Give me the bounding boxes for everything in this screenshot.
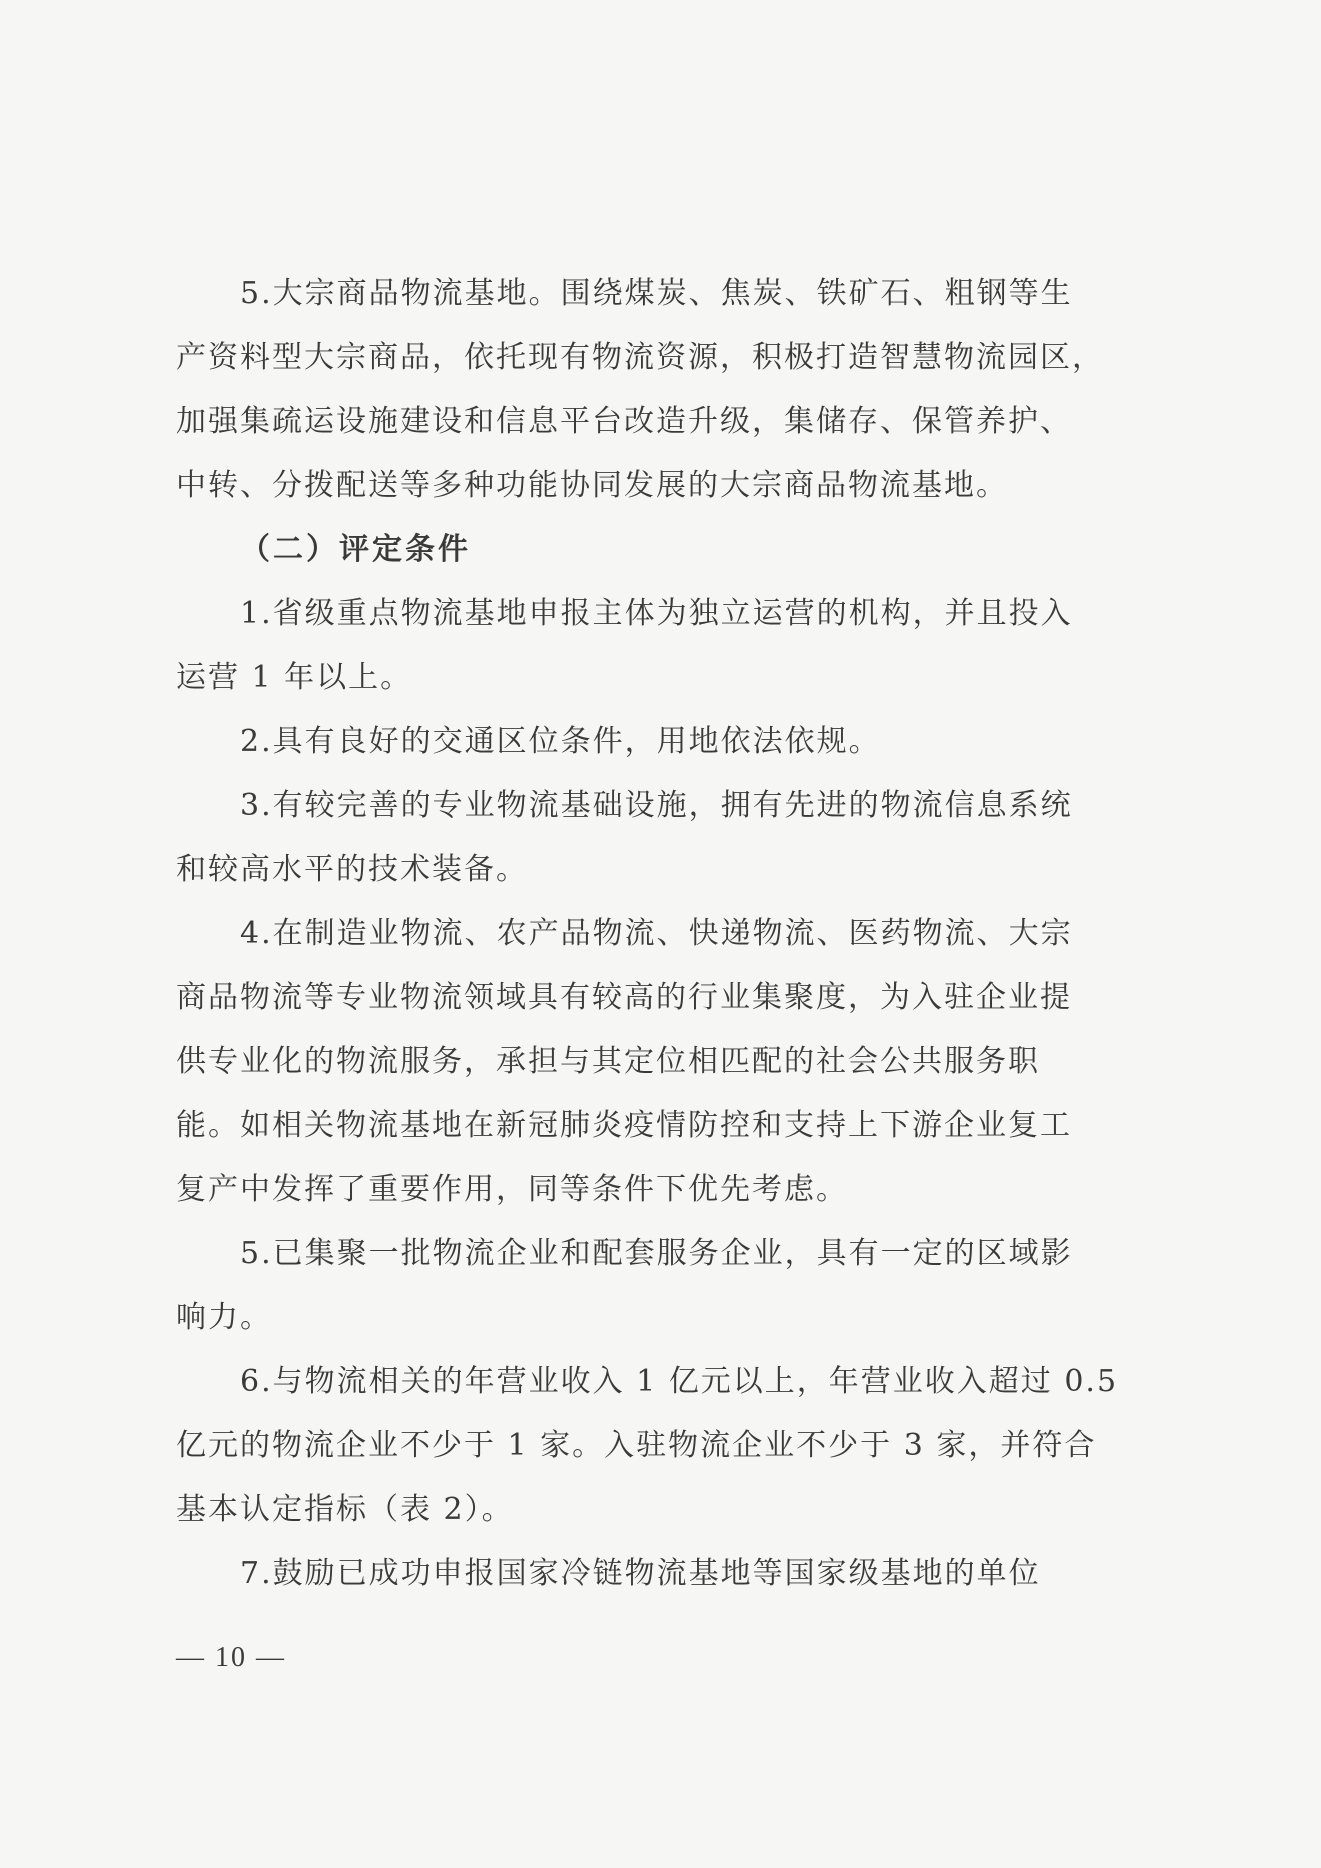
text-line: 运营 1 年以上。 [176,660,413,695]
section-heading: （二）评定条件 [240,532,471,567]
text-line: 亿元的物流企业不少于 1 家。入驻物流企业不少于 3 家，并符合 [176,1428,1097,1463]
text-line: 2.具有良好的交通区位条件，用地依法依规。 [240,724,881,759]
text-line: 供专业化的物流服务，承担与其定位相匹配的社会公共服务职 [176,1044,1040,1079]
text-line: 1.省级重点物流基地申报主体为独立运营的机构，并且投入 [240,596,1073,631]
text-line: 3.有较完善的专业物流基础设施，拥有先进的物流信息系统 [240,788,1073,823]
text-line: 复产中发挥了重要作用，同等条件下优先考虑。 [176,1172,848,1207]
document-body [176,262,1119,1606]
text-line: 商品物流等专业物流领域具有较高的行业集聚度，为入驻企业提 [176,980,1072,1015]
text-line: 5.已集聚一批物流企业和配套服务企业，具有一定的区域影 [240,1236,1073,1271]
text-line: 和较高水平的技术装备。 [176,852,528,887]
text-line: 产资料型大宗商品，依托现有物流资源，积极打造智慧物流园区， [176,340,1104,375]
text-line: 基本认定指标（表 2）。 [176,1492,514,1527]
text-line: 中转、分拨配送等多种功能协同发展的大宗商品物流基地。 [176,468,1008,503]
text-line: 7.鼓励已成功申报国家冷链物流基地等国家级基地的单位 [240,1556,1041,1591]
page-number: — 10 — [176,1642,286,1673]
text-line: 6.与物流相关的年营业收入 1 亿元以上，年营业收入超过 0.5 [240,1364,1119,1399]
text-line: 能。如相关物流基地在新冠肺炎疫情防控和支持上下游企业复工 [176,1108,1072,1143]
text-line: 加强集疏运设施建设和信息平台改造升级，集储存、保管养护、 [176,404,1072,439]
text-line: 响力。 [176,1300,272,1335]
text-line: 4.在制造业物流、农产品物流、快递物流、医药物流、大宗 [240,916,1073,951]
text-line: 5.大宗商品物流基地。围绕煤炭、焦炭、铁矿石、粗钢等生 [240,276,1073,311]
